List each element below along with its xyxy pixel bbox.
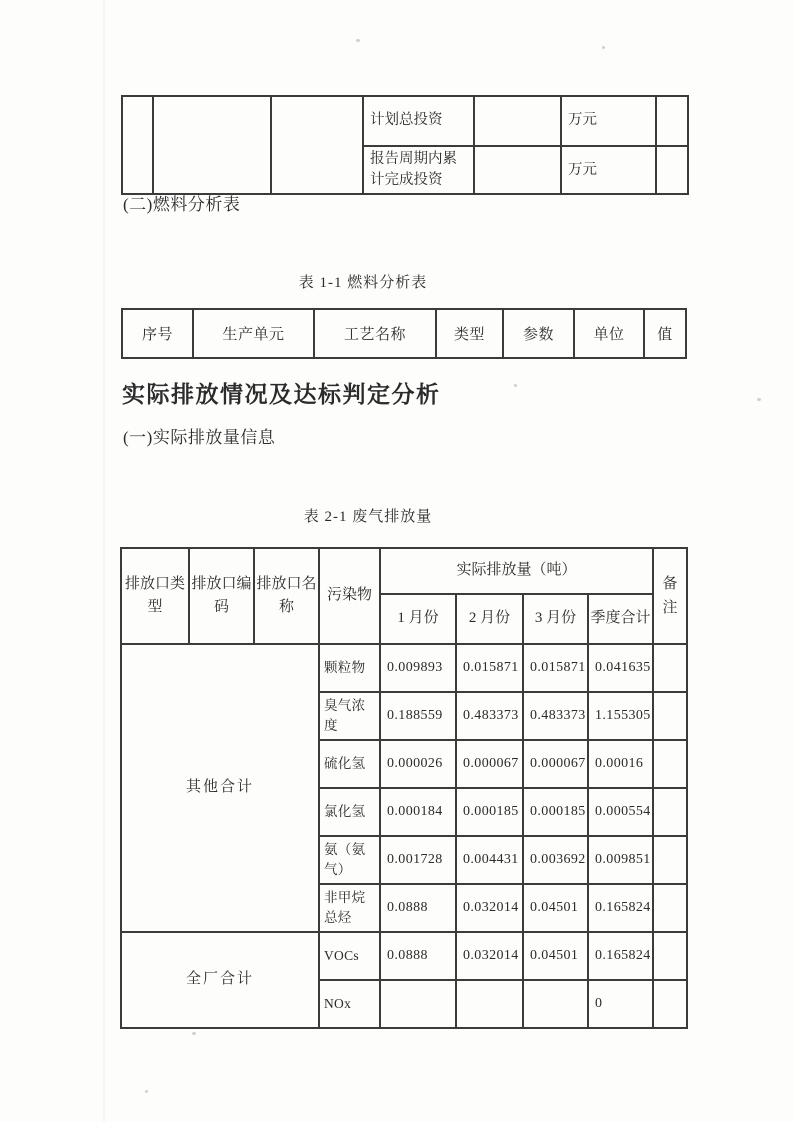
pollutant-name: 氨（氨气） xyxy=(319,836,380,884)
column-header-quarter-total: 季度合计 xyxy=(588,594,653,644)
column-header: 值 xyxy=(644,309,686,358)
value-month1: 0.0888 xyxy=(380,932,456,980)
pollutant-name: 臭气浓度 xyxy=(319,692,380,740)
value-quarter-total: 0.00016 xyxy=(588,740,653,788)
remark-cell xyxy=(653,644,687,692)
group-label-other-total: 其他合计 xyxy=(121,644,319,932)
column-header-month-3: 3 月份 xyxy=(523,594,588,644)
column-header-outlet-type: 排放口类型 xyxy=(121,548,189,644)
column-header: 类型 xyxy=(436,309,503,358)
scan-speck xyxy=(145,1090,148,1093)
remark-cell xyxy=(653,692,687,740)
value-month1: 0.009893 xyxy=(380,644,456,692)
actual-emission-heading: 实际排放情况及达标判定分析 xyxy=(122,382,441,407)
table-row xyxy=(121,644,687,692)
value-quarter-total: 0.009851 xyxy=(588,836,653,884)
investment-label: 计划总投资 xyxy=(363,96,474,146)
value-month2: 0.000185 xyxy=(456,788,523,836)
scan-speck xyxy=(757,398,761,401)
value-month2 xyxy=(456,980,523,1028)
value-month1 xyxy=(380,980,456,1028)
value-month2: 0.483373 xyxy=(456,692,523,740)
pollutant-name: NOx xyxy=(319,980,380,1028)
investment-note xyxy=(656,146,688,194)
remark-cell xyxy=(653,884,687,932)
column-header: 生产单元 xyxy=(193,309,314,358)
actual-emission-subheading: (一)实际排放量信息 xyxy=(123,428,276,447)
investment-value xyxy=(474,146,561,194)
value-month3: 0.04501 xyxy=(523,884,588,932)
group-label-plant-total: 全厂合计 xyxy=(121,932,319,1028)
investment-label: 报告周期内累计完成投资 xyxy=(363,146,474,194)
scan-speck xyxy=(602,46,605,49)
column-header-amount-group: 实际排放量（吨） xyxy=(380,548,653,594)
investment-continuation-table xyxy=(121,95,689,195)
value-month2: 0.032014 xyxy=(456,884,523,932)
column-header-outlet-code: 排放口编码 xyxy=(189,548,254,644)
empty-cell xyxy=(271,96,363,194)
value-month1: 0.188559 xyxy=(380,692,456,740)
pollutant-name: VOCs xyxy=(319,932,380,980)
value-month1: 0.001728 xyxy=(380,836,456,884)
pollutant-name: 硫化氢 xyxy=(319,740,380,788)
pollutant-name: 颗粒物 xyxy=(319,644,380,692)
scan-speck xyxy=(192,1032,196,1035)
table-header-row xyxy=(122,309,686,358)
remark-cell xyxy=(653,980,687,1028)
column-header-month-1: 1 月份 xyxy=(380,594,456,644)
column-header-month-2: 2 月份 xyxy=(456,594,523,644)
value-month2: 0.015871 xyxy=(456,644,523,692)
remark-cell xyxy=(653,740,687,788)
value-quarter-total: 0.165824 xyxy=(588,884,653,932)
fuel-analysis-table xyxy=(121,308,687,359)
investment-note xyxy=(656,96,688,146)
column-header-remark: 备注 xyxy=(653,548,687,644)
fuel-section-heading: (二)燃料分析表 xyxy=(123,195,241,214)
table-row xyxy=(122,96,688,146)
value-month1: 0.000026 xyxy=(380,740,456,788)
value-month3: 0.04501 xyxy=(523,932,588,980)
scan-speck xyxy=(356,39,360,42)
table-row xyxy=(121,932,687,980)
value-quarter-total: 0 xyxy=(588,980,653,1028)
empty-cell xyxy=(122,96,153,194)
value-month3 xyxy=(523,980,588,1028)
column-header-outlet-name: 排放口名称 xyxy=(254,548,319,644)
investment-value xyxy=(474,96,561,146)
value-month3: 0.000067 xyxy=(523,740,588,788)
value-month3: 0.000185 xyxy=(523,788,588,836)
fuel-table-caption: 表 1-1 燃料分析表 xyxy=(298,275,428,291)
value-quarter-total: 0.165824 xyxy=(588,932,653,980)
remark-cell xyxy=(653,836,687,884)
remark-cell xyxy=(653,932,687,980)
table-header-row xyxy=(121,548,687,594)
value-quarter-total: 0.041635 xyxy=(588,644,653,692)
value-month3: 0.015871 xyxy=(523,644,588,692)
investment-unit: 万元 xyxy=(561,96,656,146)
value-month3: 0.483373 xyxy=(523,692,588,740)
scan-fold-streak xyxy=(103,0,105,1122)
value-month3: 0.003692 xyxy=(523,836,588,884)
value-month2: 0.000067 xyxy=(456,740,523,788)
column-header-pollutant: 污染物 xyxy=(319,548,380,644)
column-header: 参数 xyxy=(503,309,574,358)
investment-unit: 万元 xyxy=(561,146,656,194)
value-month1: 0.0888 xyxy=(380,884,456,932)
value-month2: 0.032014 xyxy=(456,932,523,980)
value-month2: 0.004431 xyxy=(456,836,523,884)
column-header: 工艺名称 xyxy=(314,309,436,358)
value-quarter-total: 0.000554 xyxy=(588,788,653,836)
remark-cell xyxy=(653,788,687,836)
emission-table-caption: 表 2-1 废气排放量 xyxy=(303,509,433,525)
pollutant-name: 氯化氢 xyxy=(319,788,380,836)
value-quarter-total: 1.155305 xyxy=(588,692,653,740)
column-header: 序号 xyxy=(122,309,193,358)
pollutant-name: 非甲烷总烃 xyxy=(319,884,380,932)
waste-gas-emission-table xyxy=(120,547,688,1029)
scan-speck xyxy=(514,384,517,387)
value-month1: 0.000184 xyxy=(380,788,456,836)
column-header: 单位 xyxy=(574,309,644,358)
empty-cell xyxy=(153,96,271,194)
